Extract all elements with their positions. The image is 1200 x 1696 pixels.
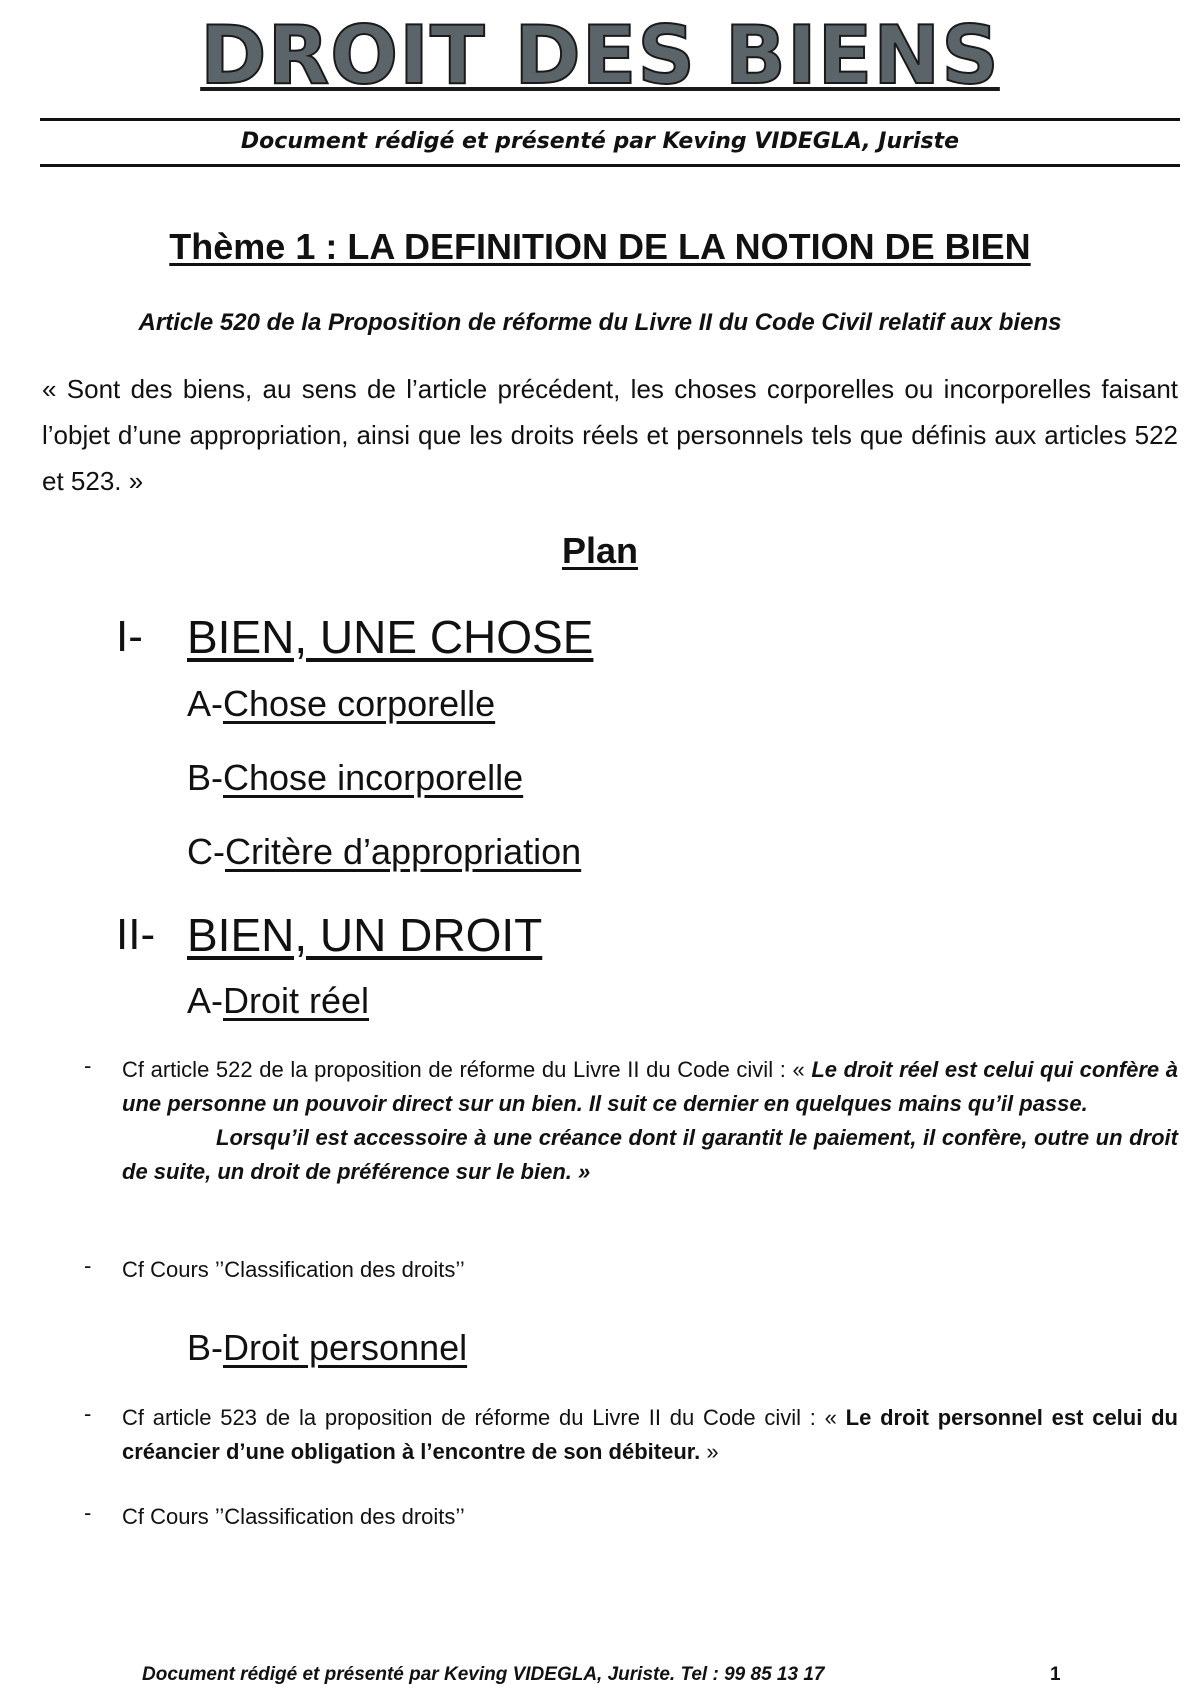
section-2-item-b [187, 1327, 467, 1369]
section-2-number: II- [116, 910, 156, 959]
section-1-item-c [187, 831, 581, 873]
item-prefix: B- [187, 757, 223, 798]
bullet-intro: Cf article 522 de la proposition de réforme du Livre II du Code civil : « [122, 1057, 812, 1082]
document-title: DROIT DES BIENS [200, 9, 1000, 102]
article-quote: « Sont des biens, au sens de l’article précédent, les choses corporelles ou incorporelles faisant l’objet d’une appropriation, ainsi que les droits réels et personnels tels que définis aux articles 522 et 523. » [42, 374, 1178, 496]
bullet-intro: Cf article 523 de la proposition de réforme du Livre II du Code civil : « [122, 1405, 846, 1430]
bullet-dash: - [84, 1253, 92, 1278]
item-label: Chose incorporelle [223, 757, 524, 798]
bullet-article-523 [122, 1401, 1178, 1469]
bullet-dash: - [84, 1500, 92, 1525]
plan-title: Plan [561, 530, 639, 571]
section-2-title: BIEN, UN DROIT [187, 909, 543, 961]
article-heading: Article 520 de la Proposition de réforme du Livre II du Code Civil relatif aux biens [138, 309, 1062, 336]
section-1-item-a [187, 683, 495, 725]
quote-line-1: Le droit réel est celui qui confère à une personne un pouvoir direct sur un bien. Il suit ce dernier en quelques mains qu’il passe. [122, 1057, 1178, 1116]
quote-line-2: Lorsqu’il est accessoire à une créance dont il garantit le paiement, il confère, outre un droit de suite, un droit de préférence sur le bien. » [122, 1125, 1178, 1184]
page-number: 1 [1050, 1664, 1061, 1685]
quote-close: » [700, 1439, 719, 1464]
bullet-article-522 [122, 1053, 1178, 1189]
item-prefix: A- [187, 683, 223, 724]
bullet-cours-b: Cf Cours ’’Classification des droits’’ [122, 1504, 465, 1529]
bullet-cours-a: Cf Cours ’’Classification des droits’’ [122, 1257, 465, 1282]
item-prefix: A- [187, 980, 223, 1021]
header-rule-top [40, 118, 1180, 121]
bullet-dash: - [84, 1401, 92, 1426]
section-2-item-a [187, 980, 369, 1022]
item-label: Chose corporelle [223, 683, 496, 724]
item-prefix: B- [187, 1327, 223, 1368]
item-label: Critère d’appropriation [225, 831, 582, 872]
bullet-dash: - [84, 1053, 92, 1078]
section-1-item-b [187, 757, 523, 799]
item-label: Droit réel [223, 980, 370, 1021]
section-1-number: I- [116, 612, 143, 661]
section-1-title: BIEN, UNE CHOSE [187, 611, 594, 663]
page-footer: Document rédigé et présenté par Keving VIDEGLA, Juriste. Tel : 99 85 13 17 [142, 1664, 825, 1685]
header-rule-bottom [40, 164, 1180, 167]
item-label: Droit personnel [223, 1327, 468, 1368]
quote-text: Le droit personnel est celui du créancier d’une obligation à l’encontre de son débiteur. [122, 1405, 1178, 1464]
item-prefix: C- [187, 831, 225, 872]
theme-heading: Thème 1 : LA DEFINITION DE LA NOTION DE BIEN [169, 226, 1031, 267]
document-subtitle: Document rédigé et présenté par Keving VIDEGLA, Juriste [240, 129, 960, 154]
